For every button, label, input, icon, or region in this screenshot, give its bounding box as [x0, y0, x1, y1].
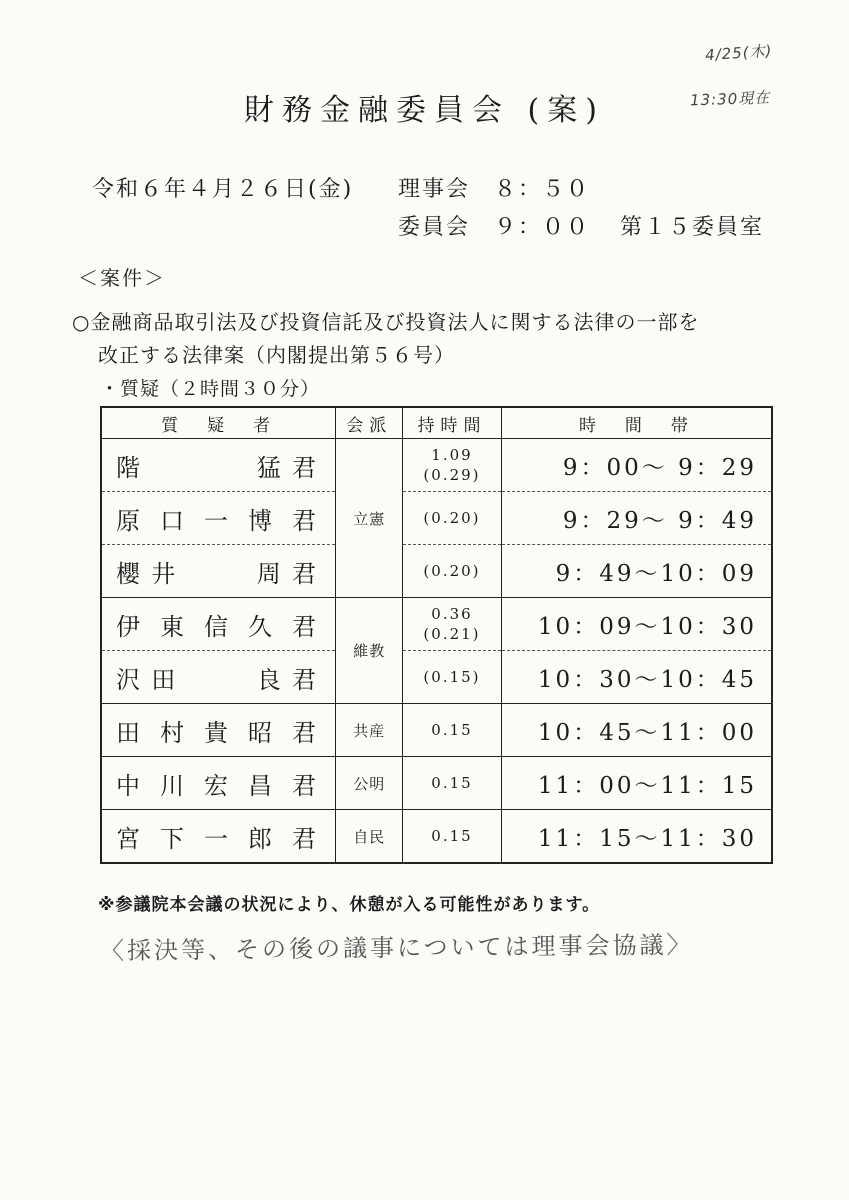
questioner-name: 沢田 良君	[101, 651, 336, 704]
schedule-table	[100, 406, 773, 864]
party-cell: 自民	[336, 810, 403, 864]
allotted-time: (0.15)	[403, 651, 502, 704]
table-row	[101, 598, 772, 651]
time-slot: 9：29～ 9：49	[501, 492, 772, 545]
time-slot: 11：00～11：15	[501, 757, 772, 810]
party-cell: 維教	[336, 598, 403, 704]
questioner-name: 田村貴昭君	[101, 704, 336, 757]
meeting-date: 令和６年４月２６日(金)	[92, 177, 354, 202]
header-allotted-time: 持時間	[403, 407, 502, 439]
allotted-time: (0.20)	[403, 545, 502, 598]
handwritten-time: 13:30現在	[689, 88, 771, 110]
header-time-slot: 時 間 帯	[501, 407, 772, 439]
table-header-row	[101, 407, 772, 439]
questioner-name: 宮下一郎君	[101, 810, 336, 864]
allotted-time: 0.36 (0.21)	[403, 598, 502, 651]
table-row	[101, 651, 772, 704]
qa-heading: ・質疑（２時間３０分）	[100, 378, 321, 400]
committee-meeting-time: 委員会 ９：００	[398, 215, 591, 240]
board-meeting-time: 理事会 ８：５０	[398, 177, 591, 202]
party-cell: 立憲	[336, 439, 403, 598]
bill-title-line-2: 改正する法律案（内閣提出第５６号）	[98, 343, 455, 367]
party-cell: 共産	[336, 704, 403, 757]
allotted-time: 1.09 (0.29)	[403, 439, 502, 492]
time-slot: 11：15～11：30	[501, 810, 772, 864]
table-row	[101, 545, 772, 598]
footnote: ※参議院本会議の状況により、休憩が入る可能性があります。	[98, 895, 601, 915]
header-party: 会派	[336, 407, 403, 439]
allotted-time: 0.15	[403, 757, 502, 810]
time-slot: 10：30～10：45	[501, 651, 772, 704]
header-questioner: 質 疑 者	[101, 407, 336, 439]
meeting-room: 第１５委員室	[620, 215, 765, 240]
time-slot: 9：49～10：09	[501, 545, 772, 598]
time-slot: 10：45～11：00	[501, 704, 772, 757]
party-cell: 公明	[336, 757, 403, 810]
allotted-time: 0.15	[403, 810, 502, 864]
bill-title	[72, 306, 792, 372]
bill-title-line-1: ○金融商品取引法及び投資信託及び投資法人に関する法律の一部を	[72, 310, 700, 334]
questioner-name: 中川宏昌君	[101, 757, 336, 810]
allotted-time: (0.20)	[403, 492, 502, 545]
table-row	[101, 757, 772, 810]
section-heading: ＜案件＞	[78, 266, 166, 290]
allotted-time: 0.15	[403, 704, 502, 757]
handwritten-note: 〈採決等、その後の議事については理事会協議〉	[99, 930, 694, 966]
page-title: 財務金融委員会 (案)	[244, 93, 605, 128]
questioner-name: 伊東信久君	[101, 598, 336, 651]
questioner-name: 階 猛君	[101, 439, 336, 492]
table-row	[101, 492, 772, 545]
table-row	[101, 810, 772, 864]
time-slot: 9：00～ 9：29	[501, 439, 772, 492]
table-row	[101, 704, 772, 757]
questioner-name: 櫻井 周君	[101, 545, 336, 598]
questioner-name: 原口一博君	[101, 492, 336, 545]
table-row	[101, 439, 772, 492]
time-slot: 10：09～10：30	[501, 598, 772, 651]
handwritten-date: 4/25(木)	[704, 41, 773, 65]
